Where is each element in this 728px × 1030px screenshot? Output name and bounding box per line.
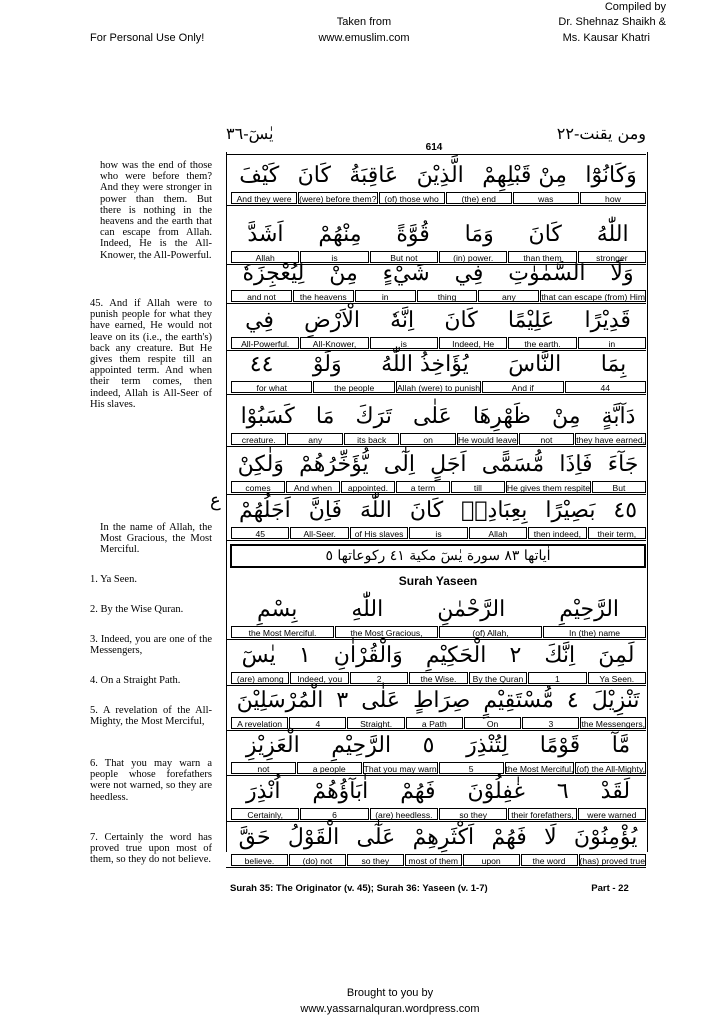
translation-word: (are) among xyxy=(231,672,289,684)
translation-word: 44 xyxy=(565,381,646,393)
arabic-word: وَلٰكِنْ xyxy=(237,451,284,477)
arabic-word: النَّاسَ xyxy=(508,351,562,377)
arabic-word: مُّسْتَقِيْمٍ xyxy=(483,687,554,713)
left-verse-5: 5. A revelation of the All-Mighty, the Most Merciful, xyxy=(90,705,212,728)
arabic-row xyxy=(230,258,646,288)
translation-word: on xyxy=(400,433,455,445)
row-divider xyxy=(226,205,646,206)
arabic-word: وَلَا xyxy=(610,260,634,286)
translation-row xyxy=(230,717,646,729)
brought-by-label: Brought to you by xyxy=(346,987,434,999)
arabic-word: كَيْفَ xyxy=(239,162,280,188)
arabic-word: ظَهْرِهَا xyxy=(472,403,531,429)
translation-word: for what xyxy=(231,381,312,393)
arabic-word: شَيْءٍ xyxy=(382,260,430,286)
arabic-word: كَانَ xyxy=(528,221,562,247)
arabic-word: ٤ xyxy=(566,687,579,713)
translation-word: the Most Merciful. xyxy=(231,626,334,638)
arabic-row xyxy=(230,219,646,249)
arabic-word: عَلٰى xyxy=(361,687,401,713)
translation-word: the word xyxy=(521,854,578,866)
arabic-word: بِمَا xyxy=(600,351,627,377)
translation-row xyxy=(230,808,646,820)
authors-line-2: Ms. Kausar Khatri xyxy=(562,32,650,44)
translation-word: (are) heedless. xyxy=(370,808,438,820)
page-number: 614 xyxy=(425,142,443,153)
translation-word: a term xyxy=(396,481,450,493)
arabic-row xyxy=(230,685,646,715)
arabic-word: اِلٰٓى xyxy=(383,451,415,477)
left-verse-7: 7. Certainly the word has proved true upon most of them, so they do not believe. xyxy=(90,832,212,866)
translation-word: creature. xyxy=(231,433,286,445)
arabic-word: مِنْهُمْ xyxy=(318,221,362,247)
arabic-word: غٰفِلُوْنَ xyxy=(467,778,525,804)
translation-word: Allah (were) to punish xyxy=(396,383,481,393)
arabic-word: حَقَّ xyxy=(238,824,271,850)
arabic-word: اَكْثَرِهِمْ xyxy=(412,824,475,850)
translation-word: the Wise. xyxy=(409,672,467,684)
translation-word: they have earned, xyxy=(576,435,645,445)
arabic-word: اِنَّهٗ xyxy=(390,307,415,333)
arabic-word: اَجَلُهُمْ xyxy=(238,497,291,523)
arabic-word: اللّٰهِ xyxy=(351,596,384,622)
translation-word: till xyxy=(451,481,505,493)
translation-word: Allah xyxy=(469,527,527,539)
translation-word: (in) power. xyxy=(439,251,507,263)
translation-word: so they xyxy=(347,854,404,866)
translation-word: 1 xyxy=(528,672,586,684)
arabic-word: عَلٰٓى xyxy=(356,824,396,850)
arabic-word: يُؤْمِنُوْنَ xyxy=(573,824,638,850)
arabic-row xyxy=(230,640,646,670)
surah-banner xyxy=(230,544,646,568)
translation-word: that can escape (from) Him xyxy=(541,292,645,302)
arabic-word: قَدِيْرًا xyxy=(584,307,631,333)
arabic-row xyxy=(230,160,646,190)
surah-reference: Surah 35: The Originator (v. 45); Surah 36: Yaseen (v. 1-7) xyxy=(230,883,488,894)
translation-word: the heavens xyxy=(293,290,354,302)
part-label: Part - 22 xyxy=(591,883,629,894)
arabic-word: لِتُنْذِرَ xyxy=(466,732,509,758)
arabic-word: فِي xyxy=(245,307,274,333)
arabic-row xyxy=(230,349,646,379)
translation-word: the people xyxy=(313,381,394,393)
arabic-word: لَقَدْ xyxy=(600,778,631,804)
arabic-word: ٤٥ xyxy=(613,497,638,523)
taken-from-label: Taken from xyxy=(336,16,392,28)
translation-word: its back xyxy=(344,433,399,445)
translation-word: is xyxy=(409,527,467,539)
translation-word: stronger xyxy=(578,251,646,263)
translation-word: was xyxy=(513,192,579,204)
arabic-row xyxy=(230,401,646,431)
arabic-word: قَوْمًا xyxy=(539,732,581,758)
arabic-row xyxy=(230,822,646,852)
translation-word: how xyxy=(580,192,646,204)
translation-word: were warned xyxy=(578,808,646,820)
arabic-word: كَانَ xyxy=(409,497,444,523)
translation-row xyxy=(230,762,646,774)
arabic-word: مَا xyxy=(315,403,335,429)
arabic-word: وَالْقُرْاٰنِ xyxy=(333,642,403,668)
translation-word: the Most Merciful, xyxy=(505,764,574,774)
translation-word: (the) end xyxy=(446,192,512,204)
translation-word: is xyxy=(370,337,438,349)
translation-word: any xyxy=(287,433,342,445)
arabic-word: دَآبَّةٍ xyxy=(601,403,636,429)
translation-word: 3 xyxy=(522,717,579,729)
arabic-word: اِنَّكَ xyxy=(544,642,576,668)
arabic-word: فَاِنَّ xyxy=(308,497,343,523)
translation-word: That you may warn xyxy=(363,764,437,774)
surah-title: Surah Yaseen xyxy=(398,574,478,588)
row-divider xyxy=(226,540,646,541)
arabic-word: الْقَوْلُ xyxy=(287,824,340,850)
arabic-word: السَّمٰوٰتِ xyxy=(508,260,586,286)
translation-word: (were) before them? xyxy=(299,194,377,204)
arabic-word: بَصِيْرًا xyxy=(545,497,596,523)
translation-word: is xyxy=(300,251,368,263)
translation-word: By the Quran xyxy=(469,672,527,684)
translation-word: In (the) name xyxy=(543,626,646,638)
arabic-word: الْاَرْضِ xyxy=(304,307,360,333)
juz-heading-left: يٰسٓ-٣٦ xyxy=(226,124,274,143)
translation-word: And they were xyxy=(231,192,297,204)
left-verse-4: 4. On a Straight Path. xyxy=(90,675,181,686)
translation-word: the Most Gracious, xyxy=(335,626,438,638)
translation-word: appointed. xyxy=(341,481,395,493)
arabic-word: اللّٰهُ xyxy=(596,221,629,247)
translation-word: 5 xyxy=(439,762,504,774)
translation-word: Certainly, xyxy=(231,808,299,820)
translation-word: so they xyxy=(439,808,507,820)
translation-row xyxy=(230,381,646,393)
arabic-word: بِعِبَادِهٖ xyxy=(461,497,528,523)
translation-word: And when xyxy=(286,481,340,493)
translation-word: He gives them respite xyxy=(506,483,591,493)
translation-word: 45 xyxy=(231,527,289,539)
row-divider xyxy=(226,867,646,868)
translation-word: (of) Allah, xyxy=(439,626,542,638)
translation-word: But not xyxy=(370,251,438,263)
translation-row xyxy=(230,527,646,539)
arabic-row xyxy=(230,730,646,760)
translation-word: Indeed, He xyxy=(439,337,507,349)
arabic-word: كَانَ xyxy=(297,162,331,188)
arabic-word: فِي xyxy=(454,260,484,286)
arabic-word: الْعَزِيْزِ xyxy=(245,732,300,758)
arabic-word: لَمِنَ xyxy=(598,642,635,668)
translation-word: not xyxy=(231,762,296,774)
arabic-word: لِيُعْجِزَهٗ xyxy=(242,260,305,286)
translation-word: of His slaves xyxy=(350,527,408,539)
arabic-word: مِنْ قَبْلِهِمْ xyxy=(482,162,567,188)
left-para-45: 45. And if Allah were to punish people for what they have earned, He would not leave on its (i.e., the earth's) back any creature. But He gives them respite till an appointed term. And when their term comes, then indeed, Allah is All-Seer of His slaves. xyxy=(90,298,212,410)
translation-word: (of) the All-Mighty, xyxy=(576,764,645,774)
arabic-row xyxy=(230,305,646,335)
arabic-word: الرَّحِيْمِ xyxy=(559,596,620,622)
translation-row xyxy=(230,192,646,204)
translation-word: then indeed, xyxy=(528,527,586,539)
footer-site: www.yassarnalquran.wordpress.com xyxy=(300,1003,480,1015)
arabic-word: وَمَا xyxy=(464,221,494,247)
arabic-word: كَانَ xyxy=(444,307,478,333)
arabic-word: اُنْذِرَ xyxy=(246,778,281,804)
translation-word: He would leave xyxy=(457,435,517,445)
left-verse-6: 6. That you may warn a people whose forefathers were not warned, so they are heedless. xyxy=(90,758,212,803)
arabic-word: عَلٰى xyxy=(412,403,452,429)
arabic-word: يُّؤَخِّرُهُمْ xyxy=(299,451,369,477)
arabic-word: وَلَوْ xyxy=(312,351,342,377)
left-verse-2: 2. By the Wise Quran. xyxy=(90,604,184,615)
left-verse-3: 3. Indeed, you are one of the Messengers, xyxy=(90,634,212,657)
left-basmala: In the name of Allah, the Most Gracious, the Most Merciful. xyxy=(100,522,212,556)
translation-row xyxy=(230,290,646,302)
translation-word: 6 xyxy=(300,808,368,820)
arabic-word: الَّذِيْنَ xyxy=(416,162,464,188)
row-divider xyxy=(226,303,646,304)
arabic-word: تَنْزِيْلَ xyxy=(591,687,640,713)
translation-row xyxy=(230,672,646,684)
arabic-word: اللّٰهَ xyxy=(360,497,392,523)
arabic-word: عَاقِبَةُ xyxy=(349,162,399,188)
arabic-word: فَهُمْ xyxy=(400,778,436,804)
arabic-word: اٰبَآؤُهُمْ xyxy=(312,778,369,804)
arabic-word: اَجَلٍ xyxy=(430,451,467,477)
arabic-word: لَا xyxy=(544,824,557,850)
translation-word: And if xyxy=(482,381,563,393)
arabic-word: مُّسَمًّى xyxy=(481,451,545,477)
arabic-word: مِنْ xyxy=(552,403,581,429)
translation-row xyxy=(230,433,646,445)
translation-word: their term, xyxy=(588,527,646,539)
translation-word: any xyxy=(478,290,539,302)
arabic-row xyxy=(230,449,646,479)
source-site: www.emuslim.com xyxy=(318,32,410,44)
arabic-word: جَآءَ xyxy=(607,451,639,477)
arabic-word: كَسَبُوْا xyxy=(240,403,295,429)
translation-word: (of) those who xyxy=(379,192,445,204)
translation-row xyxy=(230,337,646,349)
translation-word: than them xyxy=(508,251,576,263)
translation-word: Allah xyxy=(231,251,299,263)
translation-word: All-Powerful. xyxy=(231,337,299,349)
arabic-word: ١ xyxy=(298,642,311,668)
translation-row xyxy=(230,854,646,866)
translation-word: But xyxy=(592,481,646,493)
arabic-word: الْمُرْسَلِيْنَ xyxy=(236,687,324,713)
translation-word: Ya Seen. xyxy=(588,672,646,684)
translation-word: and not xyxy=(231,290,292,302)
translation-word: All-Seer. xyxy=(290,527,348,539)
arabic-row xyxy=(230,495,646,525)
translation-word: in xyxy=(355,290,416,302)
translation-word: believe. xyxy=(231,854,288,866)
translation-word: the Messengers, xyxy=(581,719,645,729)
translation-word: not xyxy=(519,433,574,445)
arabic-word: ٤٤ xyxy=(249,351,274,377)
translation-word: their forefathers, xyxy=(508,808,576,820)
ruku-marker: ع xyxy=(210,490,221,511)
translation-word: comes xyxy=(231,481,285,493)
arabic-word: فَهُمْ xyxy=(491,824,527,850)
arabic-word: بِسْمِ xyxy=(257,596,298,622)
arabic-word: قُوَّةً xyxy=(396,221,430,247)
translation-word: Indeed, you xyxy=(290,672,348,684)
surah-banner-arabic: اٰياتها ٨٣ سورة يٰسٓ مكية ٤١ ركوعاتها ٥ xyxy=(325,548,551,564)
arabic-word: ٦ xyxy=(556,778,569,804)
compiled-by-label: Compiled by xyxy=(604,1,666,13)
arabic-word: الرَّحْمٰنِ xyxy=(437,596,506,622)
left-para-1: how was the end of those who were before them? And they were stronger in power than them. But there is nothing in the heavens and the earth that can escape from Allah. Indeed, He is the All-Knower, the All-Powerful. xyxy=(100,160,212,261)
translation-word: upon xyxy=(463,854,520,866)
arabic-word: اَشَدَّ xyxy=(247,221,284,247)
translation-word: the earth. xyxy=(508,337,576,349)
translation-row xyxy=(230,481,646,493)
translation-word: 2 xyxy=(350,672,408,684)
arabic-row xyxy=(230,594,646,624)
arabic-word: مَّآ xyxy=(611,732,631,758)
arabic-word: ٥ xyxy=(422,732,435,758)
translation-word: most of them xyxy=(405,854,462,866)
arabic-word: عَلِيْمًا xyxy=(507,307,555,333)
translation-row xyxy=(230,626,646,638)
arabic-word: يُؤَاخِذُ اللّٰهُ xyxy=(381,351,469,377)
translation-word: (do) not xyxy=(289,854,346,866)
personal-use-note: For Personal Use Only! xyxy=(90,32,205,44)
arabic-word: الْحَكِيْمِ xyxy=(425,642,487,668)
arabic-word: فَاِذَا xyxy=(559,451,593,477)
arabic-word: ٣ xyxy=(336,687,349,713)
translation-word: a Path xyxy=(406,717,463,729)
arabic-word: صِرَاطٍ xyxy=(413,687,471,713)
translation-word: Straight. xyxy=(347,717,404,729)
row-divider xyxy=(226,394,646,395)
left-verse-1: 1. Ya Seen. xyxy=(90,574,137,585)
translation-word: in xyxy=(578,337,646,349)
translation-word: thing xyxy=(417,290,478,302)
arabic-word: ٢ xyxy=(509,642,522,668)
arabic-row xyxy=(230,776,646,806)
arabic-word: مِنْ xyxy=(329,260,358,286)
translation-word: A revelation xyxy=(231,717,288,729)
translation-word: All-Knower, xyxy=(300,337,368,349)
translation-word: 4 xyxy=(289,717,346,729)
arabic-word: وَكَانُوْٓا xyxy=(585,162,637,188)
authors-line-1: Dr. Shehnaz Shaikh & xyxy=(558,16,666,28)
arabic-word: الرَّحِيْمِ xyxy=(331,732,392,758)
juz-heading-right: ومن يقنت-٢٢ xyxy=(556,124,646,143)
translation-word: On xyxy=(464,717,521,729)
arabic-word: يٰسٓ xyxy=(241,642,276,668)
translation-word: (has) proved true xyxy=(579,856,645,866)
arabic-word: تَرَكَ xyxy=(355,403,392,429)
row-divider xyxy=(226,446,646,447)
translation-word: a people xyxy=(297,762,362,774)
